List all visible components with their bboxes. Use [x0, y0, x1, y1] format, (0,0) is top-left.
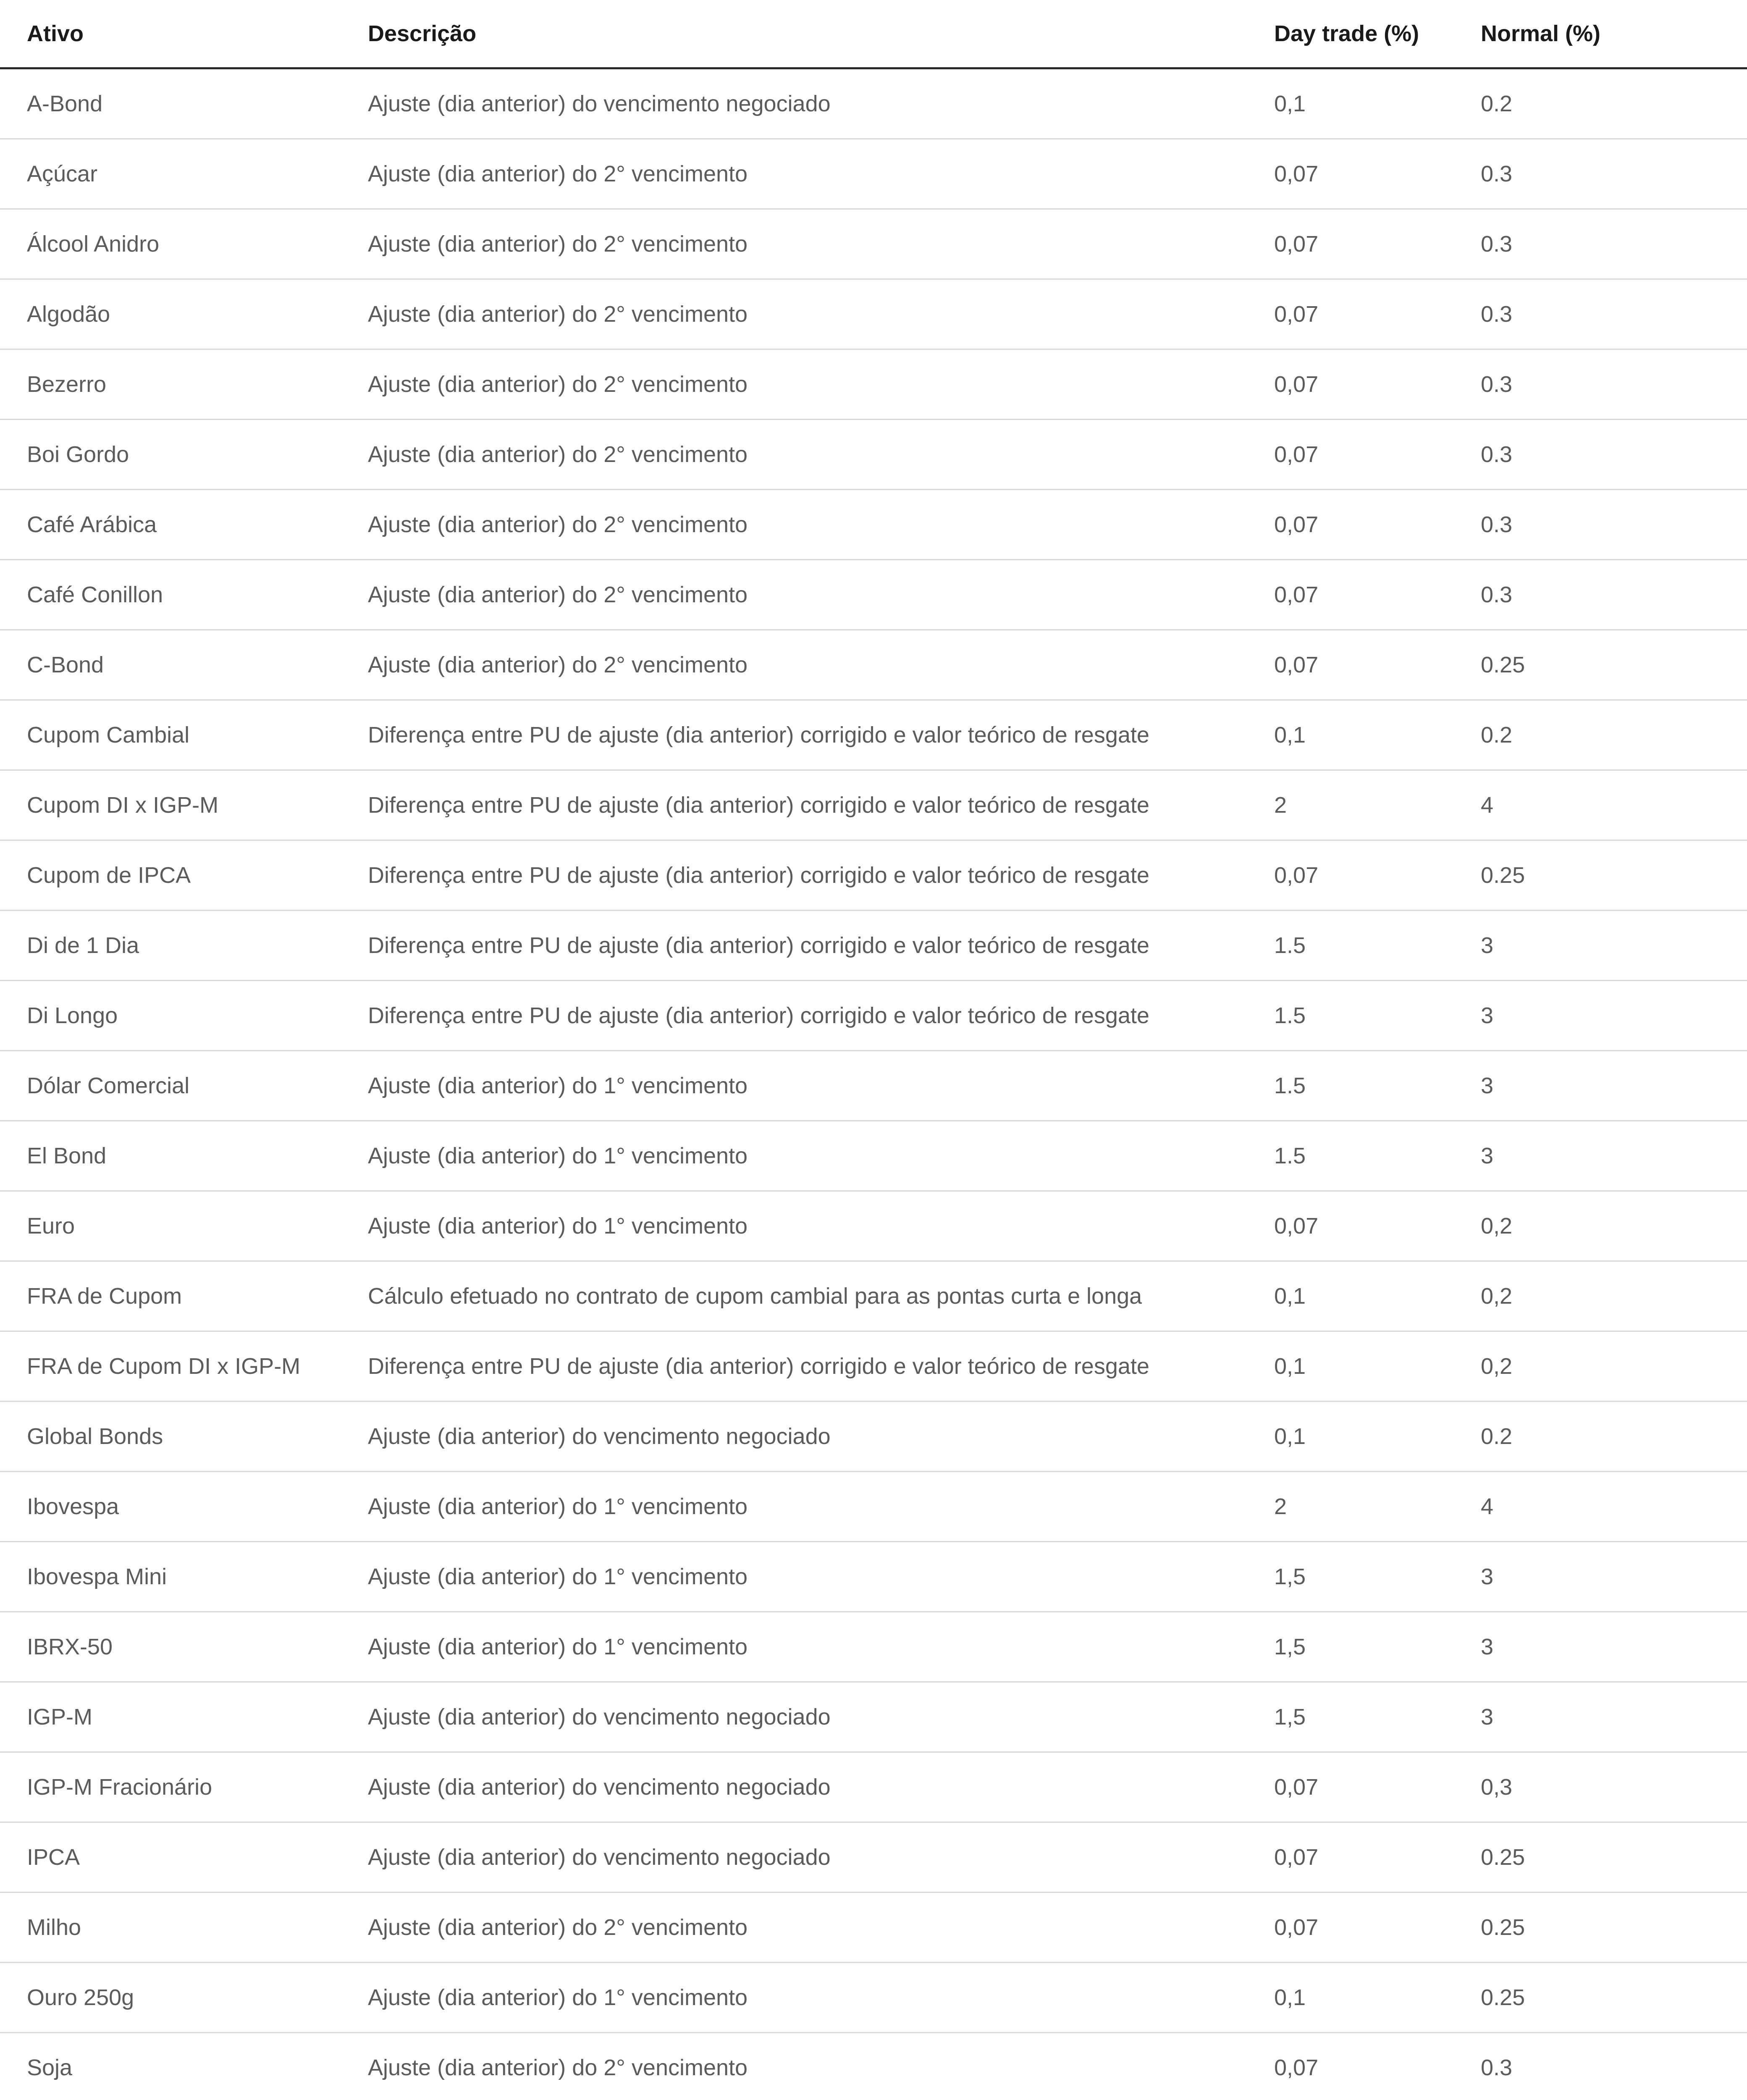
- cell-ativo: Soja: [0, 2033, 341, 2100]
- cell-normal: 0.3: [1454, 490, 1747, 560]
- table-row: [0, 1963, 1747, 2033]
- table-row: [0, 911, 1747, 981]
- cell-normal: 0.2: [1454, 700, 1747, 770]
- cell-descricao: Ajuste (dia anterior) do 2° vencimento: [341, 630, 1247, 700]
- cell-normal: 3: [1454, 1051, 1747, 1121]
- cell-normal: 0.2: [1454, 68, 1747, 139]
- cell-day-trade: 0,07: [1247, 630, 1454, 700]
- cell-ativo: C-Bond: [0, 630, 341, 700]
- cell-descricao: Ajuste (dia anterior) do 1° vencimento: [341, 1542, 1247, 1612]
- cell-descricao: Ajuste (dia anterior) do 2° vencimento: [341, 349, 1247, 420]
- cell-day-trade: 0,07: [1247, 1822, 1454, 1893]
- header-day-trade: Day trade (%): [1247, 0, 1454, 68]
- cell-ativo: Boi Gordo: [0, 420, 341, 490]
- cell-ativo: Açúcar: [0, 139, 341, 209]
- cell-day-trade: 0,07: [1247, 139, 1454, 209]
- cell-normal: 3: [1454, 1612, 1747, 1682]
- cell-ativo: Cupom DI x IGP-M: [0, 770, 341, 840]
- table-row: [0, 1051, 1747, 1121]
- cell-descricao: Diferença entre PU de ajuste (dia anterior) corrigido e valor teórico de resgate: [341, 981, 1247, 1051]
- cell-normal: 0.3: [1454, 560, 1747, 630]
- table-row: [0, 1682, 1747, 1752]
- table-row: [0, 981, 1747, 1051]
- header-ativo: Ativo: [0, 0, 341, 68]
- cell-day-trade: 0,07: [1247, 560, 1454, 630]
- table-body: [0, 68, 1747, 2100]
- cell-ativo: Bezerro: [0, 349, 341, 420]
- cell-ativo: Cupom de IPCA: [0, 840, 341, 911]
- table-row: [0, 1261, 1747, 1331]
- cell-day-trade: 0,07: [1247, 209, 1454, 279]
- table-header: [0, 0, 1747, 68]
- cell-normal: 0.25: [1454, 1822, 1747, 1893]
- cell-normal: 4: [1454, 1472, 1747, 1542]
- cell-descricao: Diferença entre PU de ajuste (dia anterior) corrigido e valor teórico de resgate: [341, 840, 1247, 911]
- cell-day-trade: 1,5: [1247, 1612, 1454, 1682]
- cell-day-trade: 0,07: [1247, 1191, 1454, 1261]
- cell-day-trade: 0,07: [1247, 1893, 1454, 1963]
- cell-day-trade: 1,5: [1247, 1682, 1454, 1752]
- cell-day-trade: 0,07: [1247, 1752, 1454, 1822]
- cell-normal: 0,3: [1454, 1752, 1747, 1822]
- table-row: [0, 700, 1747, 770]
- cell-normal: 0.2: [1454, 1402, 1747, 1472]
- cell-ativo: Cupom Cambial: [0, 700, 341, 770]
- table-row: [0, 1612, 1747, 1682]
- table-row: [0, 420, 1747, 490]
- cell-day-trade: 0,07: [1247, 840, 1454, 911]
- cell-ativo: IBRX-50: [0, 1612, 341, 1682]
- cell-descricao: Ajuste (dia anterior) do 1° vencimento: [341, 1051, 1247, 1121]
- cell-normal: 0.3: [1454, 209, 1747, 279]
- cell-descricao: Diferença entre PU de ajuste (dia anterior) corrigido e valor teórico de resgate: [341, 700, 1247, 770]
- cell-normal: 4: [1454, 770, 1747, 840]
- cell-day-trade: 0,07: [1247, 420, 1454, 490]
- cell-descricao: Diferença entre PU de ajuste (dia anterior) corrigido e valor teórico de resgate: [341, 1331, 1247, 1402]
- cell-normal: 3: [1454, 1542, 1747, 1612]
- cell-ativo: Ibovespa: [0, 1472, 341, 1542]
- table-row: [0, 770, 1747, 840]
- cell-day-trade: 1.5: [1247, 1051, 1454, 1121]
- table-row: [0, 349, 1747, 420]
- table-row: [0, 1331, 1747, 1402]
- cell-descricao: Ajuste (dia anterior) do 1° vencimento: [341, 1191, 1247, 1261]
- cell-descricao: Ajuste (dia anterior) do vencimento negociado: [341, 68, 1247, 139]
- cell-ativo: FRA de Cupom DI x IGP-M: [0, 1331, 341, 1402]
- cell-day-trade: 0,07: [1247, 490, 1454, 560]
- table-row: [0, 1752, 1747, 1822]
- cell-day-trade: 1.5: [1247, 1121, 1454, 1191]
- cell-descricao: Ajuste (dia anterior) do 2° vencimento: [341, 420, 1247, 490]
- cell-ativo: Algodão: [0, 279, 341, 349]
- table-row: [0, 560, 1747, 630]
- cell-normal: 0.25: [1454, 840, 1747, 911]
- cell-day-trade: 0,1: [1247, 1261, 1454, 1331]
- cell-day-trade: 2: [1247, 770, 1454, 840]
- cell-day-trade: 1.5: [1247, 981, 1454, 1051]
- table-row: [0, 840, 1747, 911]
- cell-descricao: Diferença entre PU de ajuste (dia anterior) corrigido e valor teórico de resgate: [341, 770, 1247, 840]
- cell-descricao: Diferença entre PU de ajuste (dia anterior) corrigido e valor teórico de resgate: [341, 911, 1247, 981]
- cell-descricao: Ajuste (dia anterior) do 2° vencimento: [341, 2033, 1247, 2100]
- cell-ativo: Ouro 250g: [0, 1963, 341, 2033]
- cell-descricao: Ajuste (dia anterior) do vencimento negociado: [341, 1752, 1247, 1822]
- cell-day-trade: 0,1: [1247, 68, 1454, 139]
- table-row: [0, 630, 1747, 700]
- cell-ativo: FRA de Cupom: [0, 1261, 341, 1331]
- cell-descricao: Ajuste (dia anterior) do vencimento negociado: [341, 1402, 1247, 1472]
- cell-day-trade: 1,5: [1247, 1542, 1454, 1612]
- table-row: [0, 2033, 1747, 2100]
- cell-day-trade: 0,07: [1247, 349, 1454, 420]
- cell-descricao: Ajuste (dia anterior) do 2° vencimento: [341, 560, 1247, 630]
- cell-normal: 3: [1454, 1121, 1747, 1191]
- cell-day-trade: 0,1: [1247, 1963, 1454, 2033]
- cell-descricao: Ajuste (dia anterior) do 2° vencimento: [341, 139, 1247, 209]
- header-normal: Normal (%): [1454, 0, 1747, 68]
- cell-ativo: IGP-M Fracionário: [0, 1752, 341, 1822]
- cell-normal: 0,2: [1454, 1191, 1747, 1261]
- cell-descricao: Ajuste (dia anterior) do 2° vencimento: [341, 1893, 1247, 1963]
- cell-day-trade: 1.5: [1247, 911, 1454, 981]
- cell-day-trade: 0,1: [1247, 1331, 1454, 1402]
- cell-descricao: Cálculo efetuado no contrato de cupom cambial para as pontas curta e longa: [341, 1261, 1247, 1331]
- cell-ativo: Álcool Anidro: [0, 209, 341, 279]
- table-row: [0, 1402, 1747, 1472]
- cell-ativo: IPCA: [0, 1822, 341, 1893]
- cell-normal: 0,2: [1454, 1331, 1747, 1402]
- cell-ativo: Ibovespa Mini: [0, 1542, 341, 1612]
- cell-ativo: El Bond: [0, 1121, 341, 1191]
- cell-ativo: Di de 1 Dia: [0, 911, 341, 981]
- cell-normal: 0.25: [1454, 630, 1747, 700]
- table-row: [0, 1822, 1747, 1893]
- header-row: [0, 0, 1747, 68]
- table-row: [0, 139, 1747, 209]
- cell-normal: 0.25: [1454, 1893, 1747, 1963]
- cell-descricao: Ajuste (dia anterior) do 1° vencimento: [341, 1472, 1247, 1542]
- table-row: [0, 1191, 1747, 1261]
- cell-ativo: Global Bonds: [0, 1402, 341, 1472]
- cell-normal: 0,2: [1454, 1261, 1747, 1331]
- cell-descricao: Ajuste (dia anterior) do 1° vencimento: [341, 1963, 1247, 2033]
- cell-descricao: Ajuste (dia anterior) do 2° vencimento: [341, 209, 1247, 279]
- cell-descricao: Ajuste (dia anterior) do 2° vencimento: [341, 490, 1247, 560]
- cell-normal: 0.3: [1454, 279, 1747, 349]
- table-row: [0, 490, 1747, 560]
- cell-day-trade: 0,07: [1247, 279, 1454, 349]
- table-row: [0, 209, 1747, 279]
- cell-descricao: Ajuste (dia anterior) do vencimento negociado: [341, 1822, 1247, 1893]
- cell-normal: 3: [1454, 911, 1747, 981]
- cell-day-trade: 2: [1247, 1472, 1454, 1542]
- table-row: [0, 1472, 1747, 1542]
- cell-ativo: A-Bond: [0, 68, 341, 139]
- cell-ativo: Euro: [0, 1191, 341, 1261]
- table-row: [0, 68, 1747, 139]
- table-row: [0, 1542, 1747, 1612]
- cell-ativo: Di Longo: [0, 981, 341, 1051]
- cell-ativo: Dólar Comercial: [0, 1051, 341, 1121]
- table-row: [0, 1893, 1747, 1963]
- table-row: [0, 1121, 1747, 1191]
- cell-descricao: Ajuste (dia anterior) do 1° vencimento: [341, 1612, 1247, 1682]
- cell-normal: 0.3: [1454, 2033, 1747, 2100]
- cell-normal: 0.25: [1454, 1963, 1747, 2033]
- cell-normal: 3: [1454, 981, 1747, 1051]
- header-descricao: Descrição: [341, 0, 1247, 68]
- table-row: [0, 279, 1747, 349]
- cell-ativo: Milho: [0, 1893, 341, 1963]
- cell-ativo: Café Arábica: [0, 490, 341, 560]
- cell-normal: 0.3: [1454, 420, 1747, 490]
- cell-normal: 0.3: [1454, 139, 1747, 209]
- cell-ativo: IGP-M: [0, 1682, 341, 1752]
- cell-day-trade: 0,07: [1247, 2033, 1454, 2100]
- cell-day-trade: 0,1: [1247, 1402, 1454, 1472]
- cell-descricao: Ajuste (dia anterior) do 1° vencimento: [341, 1121, 1247, 1191]
- cell-descricao: Ajuste (dia anterior) do vencimento negociado: [341, 1682, 1247, 1752]
- cell-day-trade: 0,1: [1247, 700, 1454, 770]
- cell-descricao: Ajuste (dia anterior) do 2° vencimento: [341, 279, 1247, 349]
- cell-ativo: Café Conillon: [0, 560, 341, 630]
- cell-normal: 0.3: [1454, 349, 1747, 420]
- cell-normal: 3: [1454, 1682, 1747, 1752]
